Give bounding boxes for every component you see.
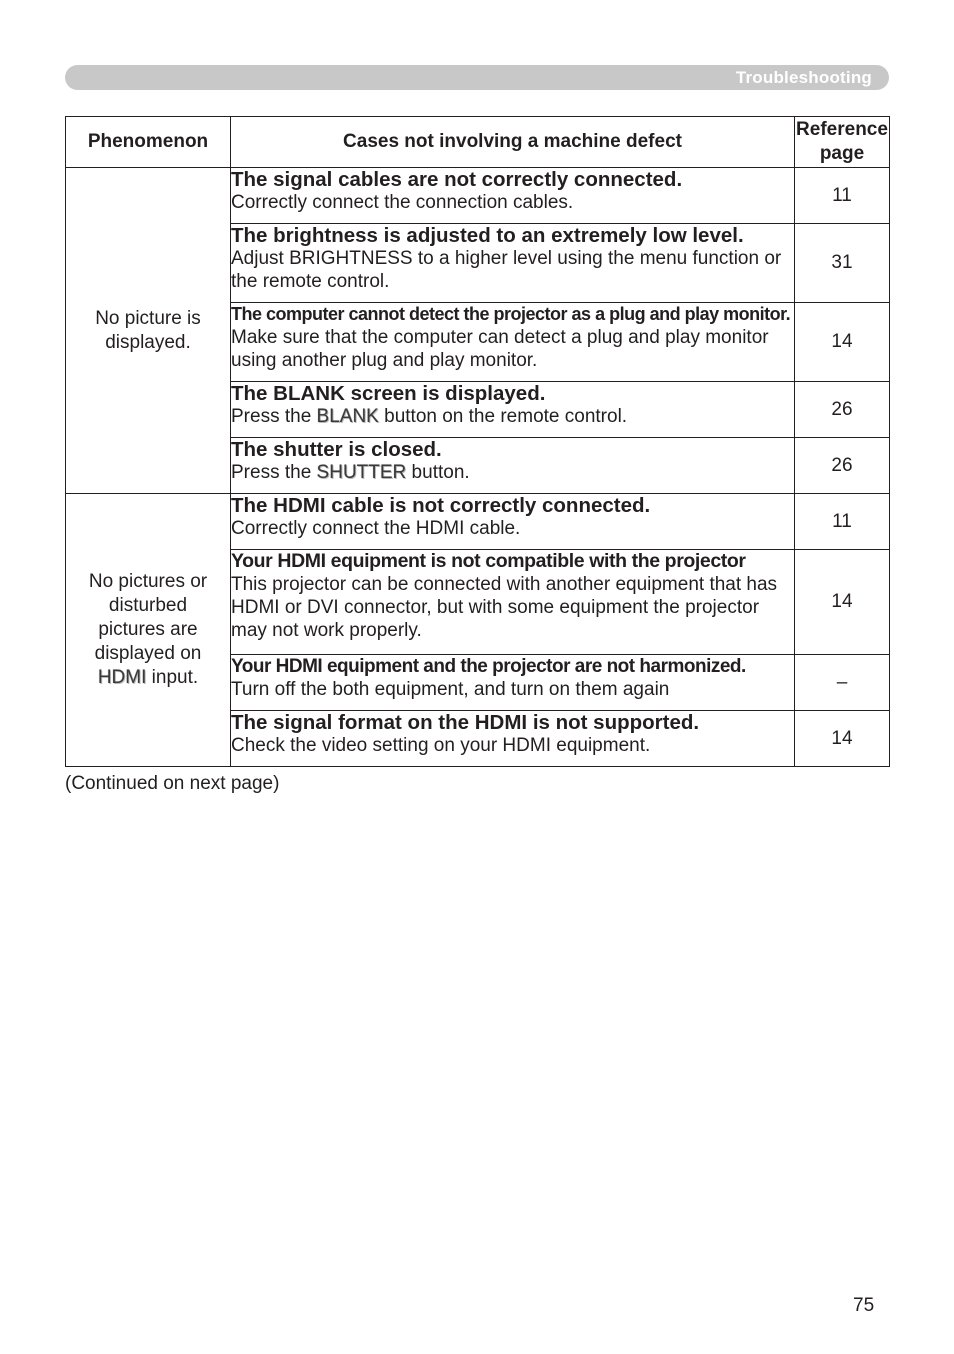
shutter-key-label: SHUTTER bbox=[316, 462, 407, 483]
phenomenon-text: No picture is displayed. bbox=[95, 307, 201, 353]
case-cell bbox=[231, 303, 795, 382]
reference-page: 14 bbox=[795, 303, 890, 382]
case-description bbox=[231, 405, 794, 428]
case-title: The signal cables are not correctly connected. bbox=[231, 168, 683, 191]
reference-page: 14 bbox=[795, 711, 890, 767]
table-row bbox=[66, 494, 890, 550]
case-description: Check the video setting on your HDMI equipment. bbox=[231, 735, 651, 756]
phenomenon-text bbox=[86, 570, 211, 690]
case-cell bbox=[231, 382, 795, 438]
header-cases: Cases not involving a machine defect bbox=[231, 117, 795, 168]
page-number: 75 bbox=[853, 1295, 875, 1316]
case-title: Your HDMI equipment is not compatible with the projector bbox=[231, 550, 746, 572]
reference-page: – bbox=[795, 655, 890, 711]
case-title: The HDMI cable is not correctly connected. bbox=[231, 494, 651, 517]
case-cell bbox=[231, 550, 795, 655]
description-text: Press the bbox=[231, 406, 317, 427]
description-text: button. bbox=[406, 462, 470, 483]
table-header-row bbox=[66, 117, 890, 168]
case-cell bbox=[231, 438, 795, 494]
case-cell bbox=[231, 224, 795, 303]
section-header-bar bbox=[65, 65, 889, 90]
case-cell bbox=[231, 494, 795, 550]
case-title: Your HDMI equipment and the projector are not harmonized. bbox=[231, 656, 746, 677]
troubleshooting-table bbox=[65, 116, 890, 767]
case-description: Correctly connect the HDMI cable. bbox=[231, 518, 521, 539]
case-title: The brightness is adjusted to an extremely low level. bbox=[231, 224, 744, 247]
case-description: Adjust BRIGHTNESS to a higher level using the menu function or the remote control. bbox=[231, 248, 782, 292]
header-reference-page: Reference page bbox=[795, 117, 890, 168]
case-title: The computer cannot detect the projector as a plug and play monitor. bbox=[231, 304, 791, 324]
case-description: Correctly connect the connection cables. bbox=[231, 192, 574, 213]
case-description bbox=[231, 461, 794, 484]
reference-page: 14 bbox=[795, 550, 890, 655]
phenomenon-cell bbox=[66, 494, 231, 767]
phenomenon-text-part: No pictures or disturbed pictures are displayed on bbox=[88, 571, 208, 664]
hdmi-key-label: HDMI bbox=[97, 667, 147, 688]
reference-page: 11 bbox=[795, 494, 890, 550]
description-text: button on the remote control. bbox=[378, 406, 628, 427]
case-title: The BLANK screen is displayed. bbox=[231, 382, 546, 405]
case-title: The shutter is closed. bbox=[231, 438, 442, 461]
reference-page: 26 bbox=[795, 382, 890, 438]
reference-page: 31 bbox=[795, 224, 890, 303]
reference-page: 26 bbox=[795, 438, 890, 494]
case-description: Make sure that the computer can detect a plug and play monitor using another plug and play monitor. bbox=[231, 327, 769, 371]
case-description: Turn off the both equipment, and turn on them again bbox=[231, 679, 670, 700]
table-row bbox=[66, 168, 890, 224]
description-text: Press the bbox=[231, 462, 317, 483]
continued-note: (Continued on next page) bbox=[65, 773, 280, 794]
case-cell bbox=[231, 711, 795, 767]
phenomenon-cell bbox=[66, 168, 231, 494]
case-cell bbox=[231, 168, 795, 224]
header-phenomenon: Phenomenon bbox=[66, 117, 231, 168]
reference-page: 11 bbox=[795, 168, 890, 224]
blank-key-label: BLANK bbox=[316, 406, 379, 427]
case-description: This projector can be connected with another equipment that has HDMI or DVI connector, but with some equipment the projector may not work properly. bbox=[231, 574, 778, 641]
section-title: Troubleshooting bbox=[735, 68, 872, 87]
case-title: The signal format on the HDMI is not supported. bbox=[231, 711, 700, 734]
case-cell bbox=[231, 655, 795, 711]
phenomenon-text-part: input. bbox=[146, 667, 199, 688]
